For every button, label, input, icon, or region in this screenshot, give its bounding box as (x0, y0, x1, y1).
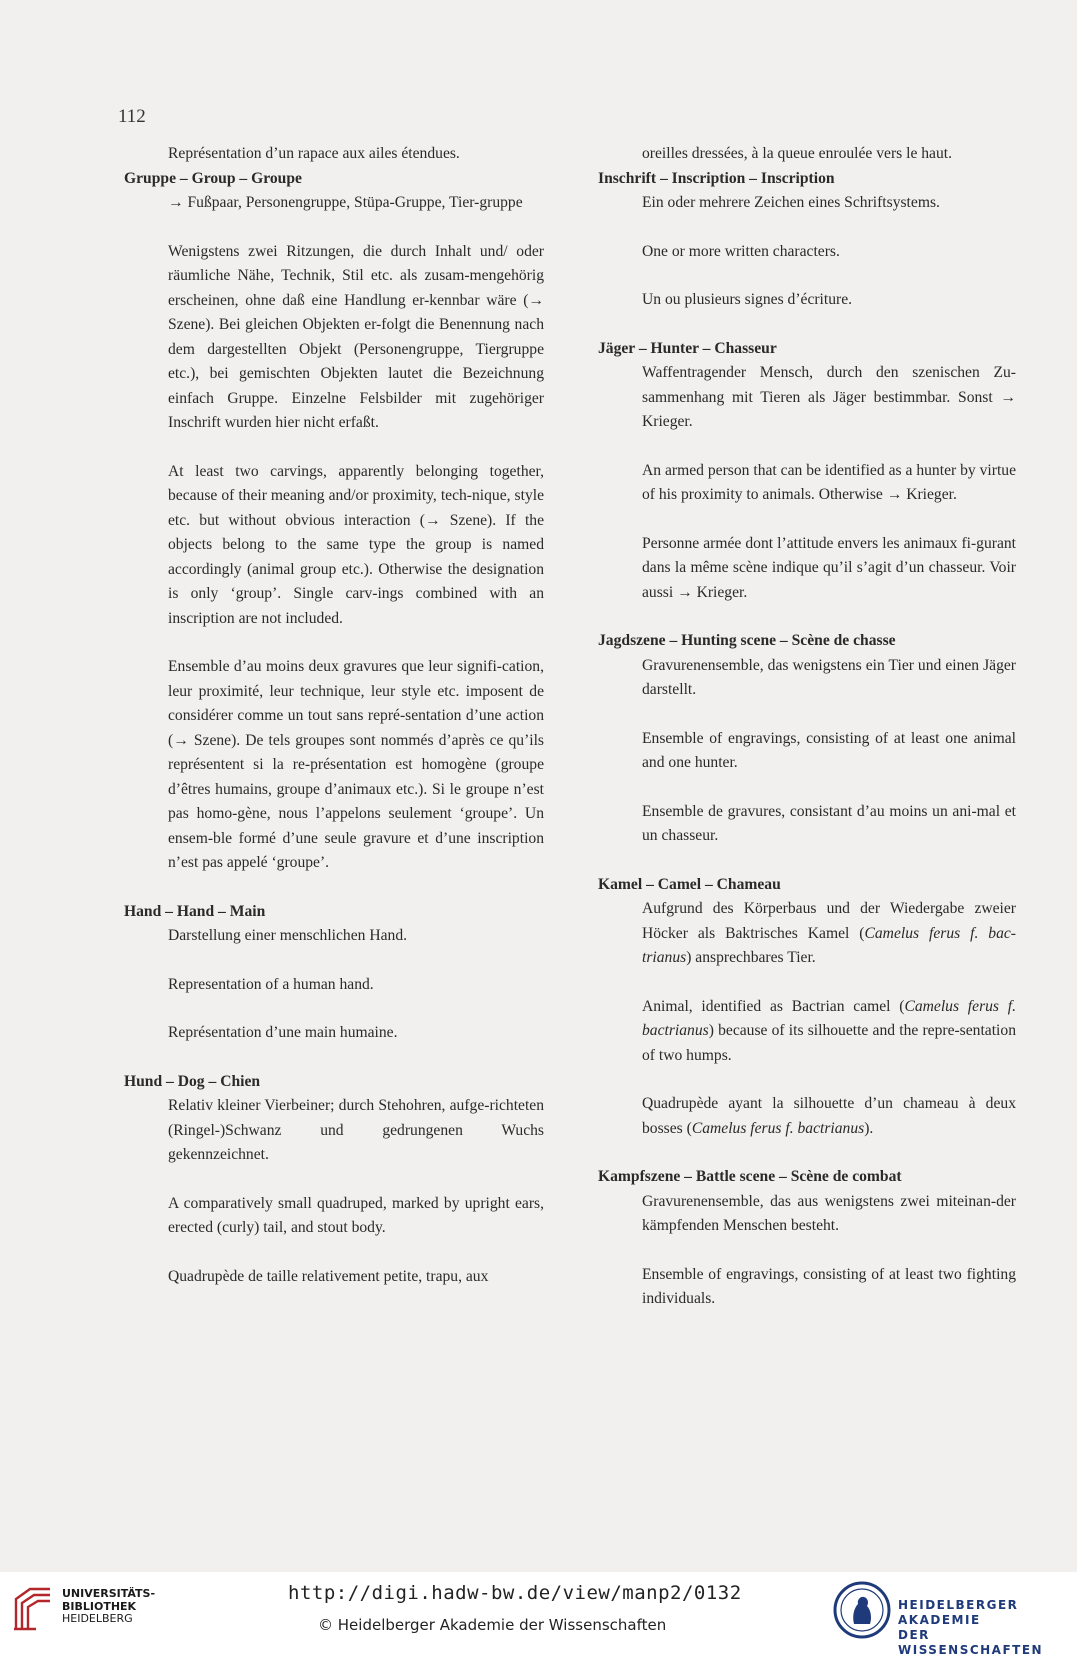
entry-text-en: A comparatively small quadruped, marked by upright ears, erected (curly) tail, and stout body. (168, 1194, 544, 1236)
entry-kamel (598, 873, 1016, 1142)
entry-heading: Gruppe – Group – Groupe (124, 169, 302, 187)
entry-text-fr: Personne armée dont l’attitude envers les animaux fi-gurant dans la même scène indique qu’il s’agit d’un chasseur. Voir aussi → Krieger. (642, 534, 1016, 601)
entry-text-en: Representation of a human hand. (168, 975, 374, 993)
entry-heading: Jagdszene – Hunting scene – Scène de chasse (598, 632, 896, 649)
entry-heading: Kamel – Camel – Chameau (598, 875, 781, 893)
entry-text-fr: Ensemble d’au moins deux gravures que leur signifi-cation, leur proximité, leur technique, leur style etc. imposent de considérer comme un tout sans repré-sentation d’une action (→ Szene). De tels groupes sont nommés d’après ce qu’ils représentent si la re-présentation est homogène (groupe d’êtres humains, groupe d’animaux etc.). Si le groupe n’est pas homo-gène, nous l’appelons seulement ‘groupe’. Un ensem-ble formé d’une seule gravure et d’une inscription n’est pas appelé ‘groupe’. (168, 658, 544, 871)
entry-text-en: At least two carvings, apparently belonging together, because of their meaning and/or proximity, tech-nique, style etc. but without obvious interaction (→ Szene). If the objects belong to the same type the group is named accordingly (animal group etc.). Otherwise the designation is only ‘group’. Single carv-ings combined with an inscription are not included. (168, 462, 544, 627)
entry-inschrift (598, 167, 1016, 313)
entry-text-fr: Un ou plusieurs signes d’écriture. (642, 291, 853, 308)
entry-text-en: An armed person that can be identified as a hunter by virtue of his proximity to animals. Otherwise → Krieger. (642, 461, 1016, 503)
continued-text: Représentation d’un rapace aux ailes étendues. (168, 145, 460, 162)
species-name: Camelus ferus f. bactrianus (691, 1119, 865, 1137)
entry-text-en: Ensemble of engravings, consisting of at least one animal and one hunter. (642, 729, 1016, 771)
university-library-name: UNIVERSITÄTS- BIBLIOTHEK HEIDELBERG (62, 1587, 156, 1625)
entry-text-de: Gravurenensemble, das aus wenigstens zwei miteinan-der kämpfenden Menschen besteht. (642, 1192, 1016, 1234)
entry-heading: Hand – Hand – Main (124, 902, 266, 920)
entry-text-fr: Ensemble de gravures, consistant d’au moins un ani-mal et un chasseur. (642, 802, 1016, 844)
entry-heading: Jäger – Hunter – Chasseur (598, 339, 777, 357)
entry-cross-reference: → Fußpaar, Personengruppe, Stüpa-Gruppe, Tier-gruppe (168, 194, 523, 211)
species-name: Camelus ferus f. bactrianus (642, 997, 1016, 1039)
right-column (598, 142, 1016, 1336)
entry-heading: Inschrift – Inscription – Inscription (598, 169, 835, 187)
entry-text-fr: Représentation d’une main humaine. (168, 1024, 398, 1041)
continued-text: oreilles dressées, à la queue enroulée vers le haut. (642, 145, 953, 162)
entry-text-de: Aufgrund des Körperbaus und der Wiedergabe zweier Höcker als Baktrisches Kamel (Camelus ferus f. bac-trianus) ansprechbares Tier. (642, 900, 1016, 966)
viewer-footer (0, 1572, 1077, 1657)
entry-text-de: Ein oder mehrere Zeichen eines Schriftsystems. (642, 194, 940, 211)
page-number: 112 (118, 106, 146, 127)
copyright-notice: © Heidelberger Akademie der Wissenschaften (318, 1616, 667, 1634)
entry-text-de: Relativ kleiner Vierbeiner; durch Stehohren, aufge-richteten (Ringel-)Schwanz und gedrungenen Wuchs gekennzeichnet. (168, 1097, 544, 1163)
entry-hand (124, 900, 544, 1046)
entry-text-de: Darstellung einer menschlichen Hand. (168, 927, 408, 944)
entry-heading: Hund – Dog – Chien (124, 1072, 261, 1090)
university-library-logo-icon (10, 1583, 62, 1635)
left-column (124, 142, 544, 1313)
entry-kampfszene (598, 1165, 1016, 1312)
species-name: Camelus ferus f. bac-trianus (642, 924, 1016, 966)
entry-text-en: Ensemble of engravings, consisting of at least two fighting individuals. (642, 1265, 1016, 1307)
entry-jagdszene (598, 629, 1016, 849)
entry-hund (124, 1070, 544, 1290)
entry-text-fr: Quadrupède de taille relativement petite, trapu, aux (168, 1267, 489, 1285)
page-url-link[interactable]: http://digi.hadw-bw.de/view/manp2/0132 (288, 1582, 742, 1604)
entry-text-en: One or more written characters. (642, 242, 840, 260)
entry-text-de: Waffentragender Mensch, durch den szenischen Zu-sammenhang mit Tieren als Jäger bestimmbar. Sonst → Krieger. (642, 364, 1016, 430)
entry-text-en: Animal, identified as Bactrian camel (Camelus ferus f. bactrianus) because of its silhouette and the repre-sentation of two humps. (642, 997, 1016, 1064)
entry-text-fr: Quadrupède ayant la silhouette d’un chameau à deux bosses (Camelus ferus f. bactrianus). (642, 1095, 1016, 1137)
academy-seal-icon (832, 1580, 892, 1640)
entry-text-de: Gravurenensemble, das wenigstens ein Tier und einen Jäger darstellt. (642, 656, 1016, 698)
academy-name: HEIDELBERGER AKADEMIE DER WISSENSCHAFTEN (898, 1598, 1044, 1657)
entry-text-de: Wenigstens zwei Ritzungen, die durch Inhalt und/ oder räumliche Nähe, Technik, Stil etc. als zusam-mengehörig erscheinen, ohne daß eine Handlung er-kennbar wäre (→ Szene). Bei gleichen Objekten er-folgt die Benennung nach dem dargestellten Objekt (Personengruppe, Tiergruppe etc.), bei gemischten Objekten lautet die Bezeichnung einfach Gruppe. Einzelne Felsbilder mit zugehöriger Inschrift wurden hier nicht erfaßt. (168, 242, 544, 431)
entry-jaeger (598, 337, 1016, 606)
entry-gruppe (124, 167, 544, 876)
entry-heading: Kampfszene – Battle scene – Scène de combat (598, 1168, 902, 1185)
